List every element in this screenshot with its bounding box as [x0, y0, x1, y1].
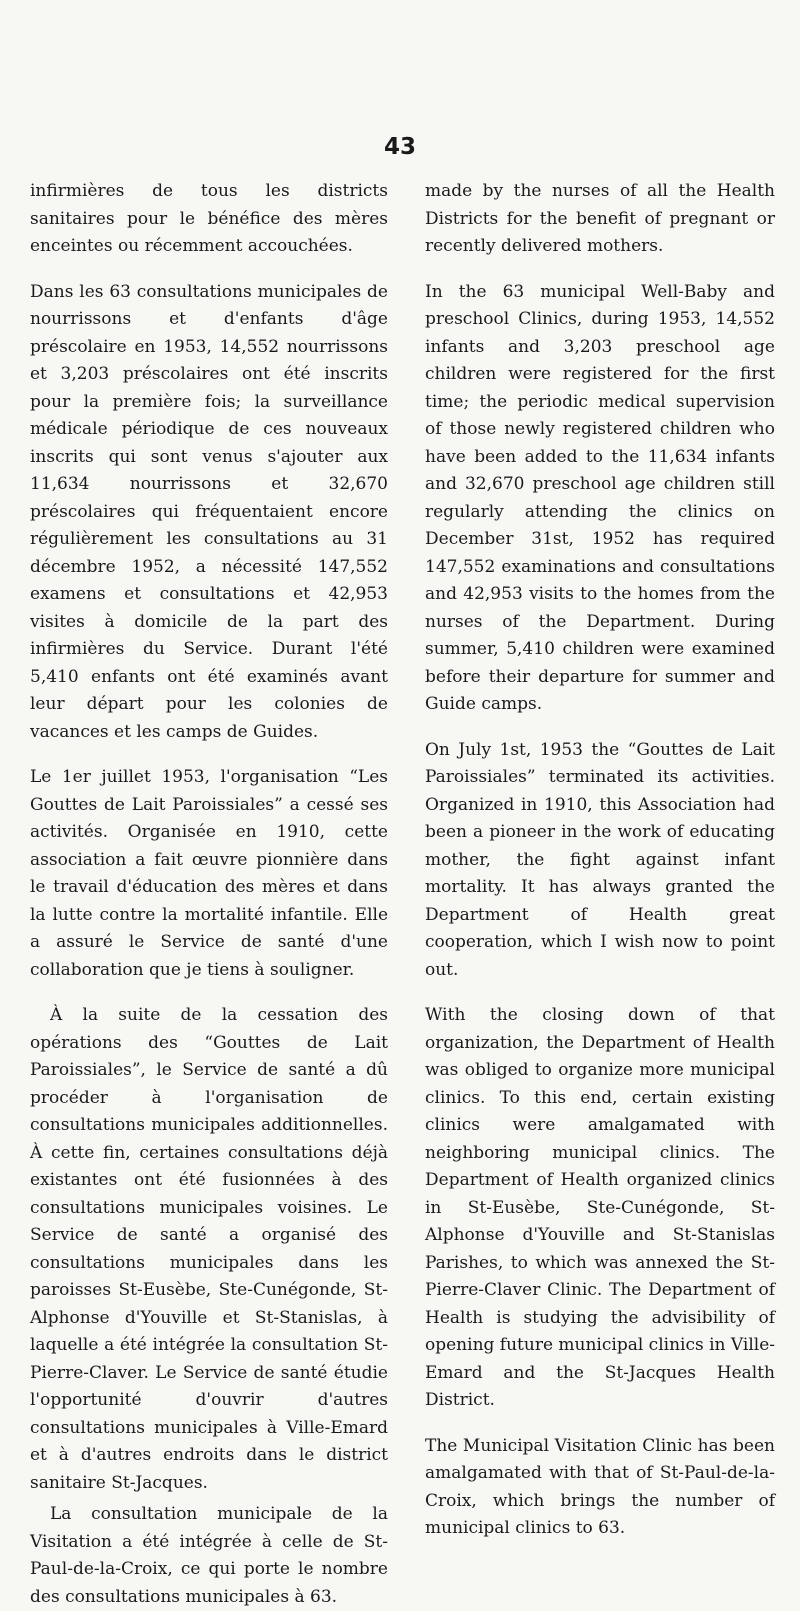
page-number: 43 [383, 134, 416, 160]
french-paragraph: infirmières de tous les districts sanitaires pour le bénéfice des mères enceintes ou récemment accouchées. [30, 181, 388, 256]
french-column [30, 178, 388, 1611]
french-paragraph: Dans les 63 consultations municipales de nourrissons et d'enfants d'âge préscolaire en 1953, 14,552 nourrissons et 3,203 préscolaires ont été inscrits pour la première fois; la surveillance médicale périodique de ces nouveaux inscrits qui sont venus s'ajouter aux 11,634 nourrissons et 32,670 préscolaires qui fréquentaient encore régulièrement les consultations au 31 décembre 1952, a nécessité 147,552 examens et consultations et 42,953 visites à domicile de la part des infirmières du Service. Durant l'été 5,410 enfants ont été examinés avant leur départ pour les colonies de vacances et les camps de Guides. [30, 281, 388, 742]
english-column [425, 178, 775, 1543]
english-paragraph: The Municipal Visitation Clinic has been amalgamated with that of St-Paul-de-la-Croix, which brings the number of municipal clinics to 63. [425, 1435, 775, 1538]
english-paragraph: On July 1st, 1953 the “Gouttes de Lait Paroissiales” terminated its activities. Organized in 1910, this Association had been a pioneer in the work of educating mother, the fight against infant mortality. It has always granted the Department of Health great cooperation, which I wish now to point out. [425, 739, 775, 980]
english-paragraph: made by the nurses of all the Health Districts for the benefit of pregnant or recently delivered mothers. [425, 181, 775, 256]
french-paragraph: La consultation municipale de la Visitation a été intégrée à celle de St-Paul-de-la-Croix, ce qui porte le nombre des consultations municipales à 63. [30, 1504, 388, 1607]
french-paragraph: Le 1er juillet 1953, l'organisation “Les Gouttes de Lait Paroissiales” a cessé ses activités. Organisée en 1910, cette association a fait œuvre pionnière dans le travail d'éducation des mères et dans la lutte contre la mortalité infantile. Elle a assuré le Service de santé d'une collaboration que je tiens à souligner. [30, 767, 388, 980]
english-paragraph: In the 63 municipal Well-Baby and preschool Clinics, during 1953, 14,552 infants and 3,203 preschool age children were registered for the first time; the periodic medical supervision of those newly registered children who have been added to the 11,634 infants and 32,670 preschool age children still regularly attending the clinics on December 31st, 1952 has required 147,552 examinations and consultations and 42,953 visits to the homes from the nurses of the Department. During summer, 5,410 children were examined before their departure for summer and Guide camps. [425, 281, 775, 714]
french-paragraph: À la suite de la cessation des opérations des “Gouttes de Lait Paroissiales”, le Service de santé a dû procéder à l'organisation de consultations municipales additionnelles. À cette fin, certaines consultations déjà existantes ont été fusionnées à des consultations municipales voisines. Le Service de santé a organisé des consultations municipales dans les paroisses St-Eusèbe, Ste-Cunégonde, St-Alphonse d'Youville et St-Stanislas, à laquelle a été intégrée la consultation St-Pierre-Claver. Le Service de santé étudie l'opportunité d'ouvrir d'autres consultations municipales à Ville-Emard et à d'autres endroits dans le district sanitaire St-Jacques. [30, 1005, 388, 1493]
english-paragraph: With the closing down of that organization, the Department of Health was obliged to organize more municipal clinics. To this end, certain existing clinics were amalgamated with neighboring municipal clinics. The Department of Health organized clinics in St-Eusèbe, Ste-Cunégonde, St-Alphonse d'Youville and St-Stanislas Parishes, to which was annexed the St-Pierre-Claver Clinic. The Department of Health is studying the advisibility of opening future municipal clinics in Ville-Emard and the St-Jacques Health District. [425, 1005, 775, 1410]
